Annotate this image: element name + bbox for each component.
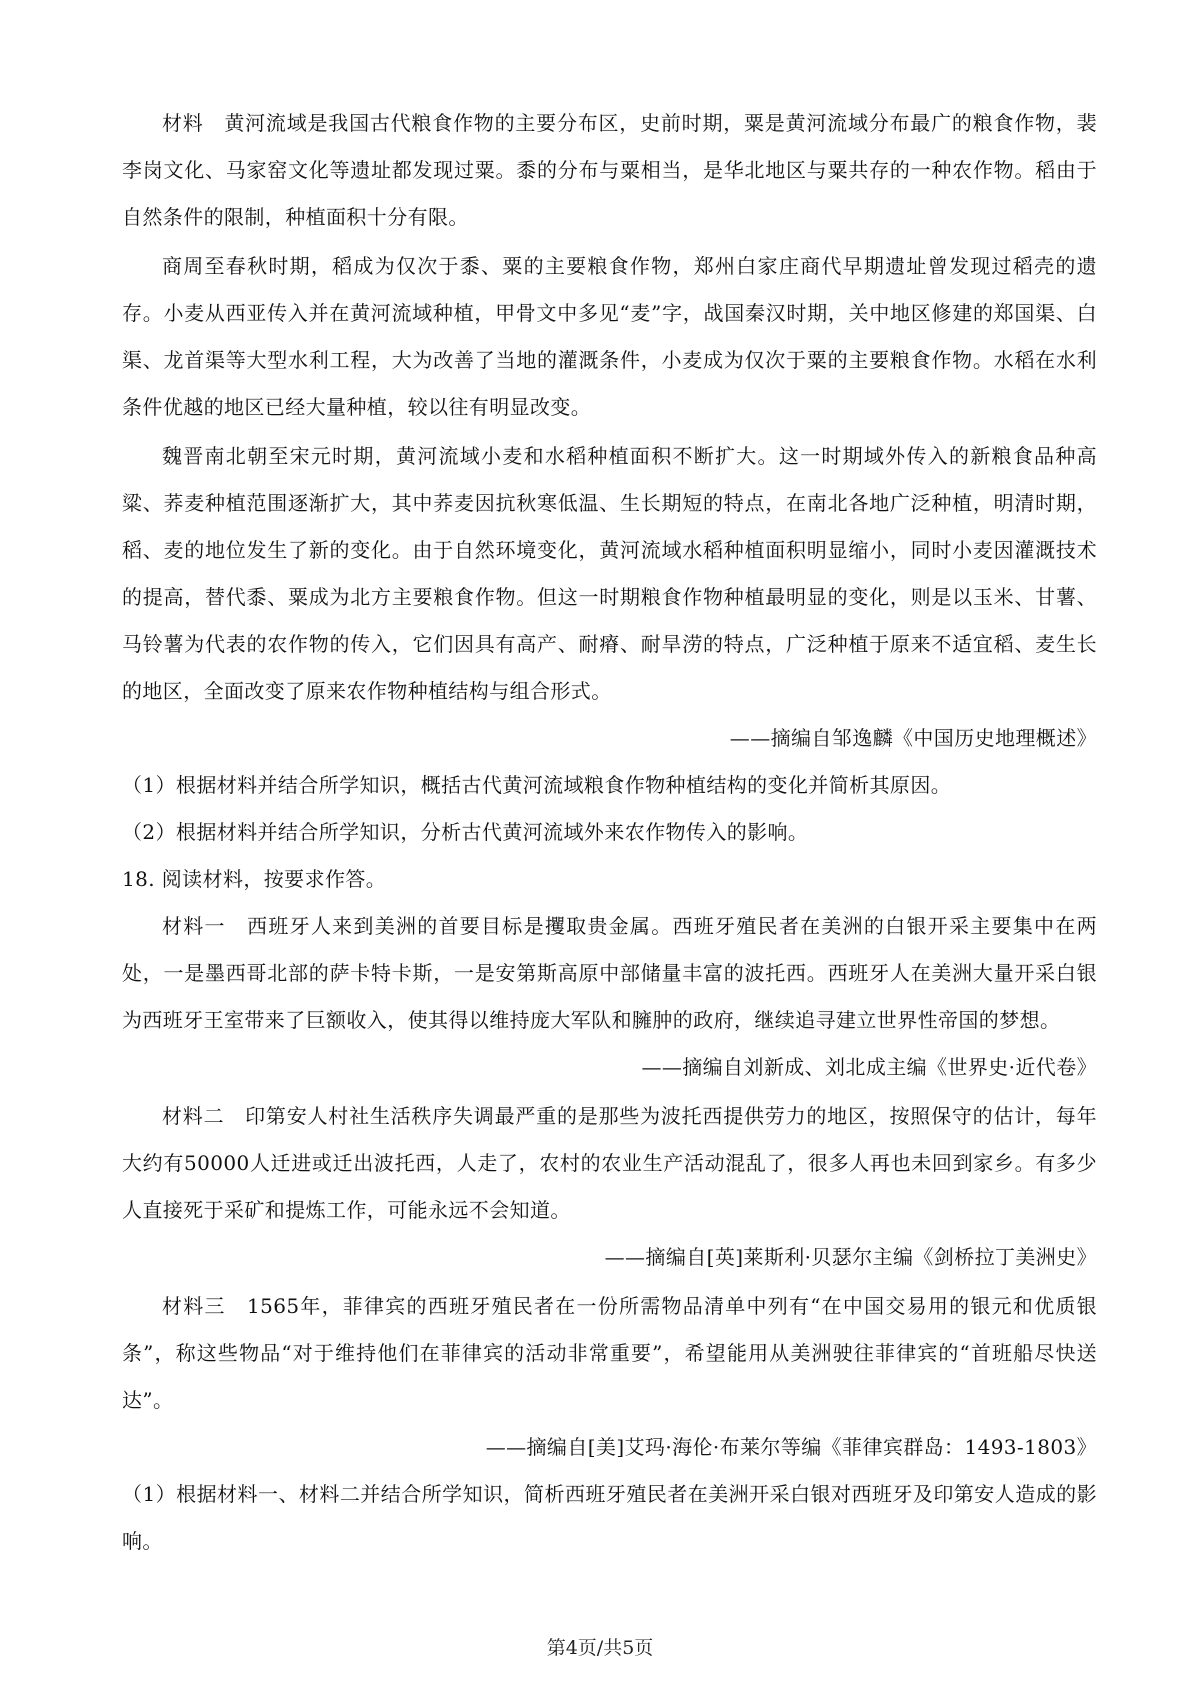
q17-material-paragraph-2: 商周至春秋时期，稻成为仅次于黍、粟的主要粮食作物，郑州白家庄商代早期遗址曾发现过稻壳的遗存。小麦从西亚传入并在黄河流域种植，甲骨文中多见“麦”字，战国秦汉时期，关中地区修建的郑国渠、白渠、龙首渠等大型水利工程，大为改善了当地的灌溉条件，小麦成为仅次于粟的主要粮食作物。水稻在水利条件优越的地区已经大量种植，较以往有明显改变。 (122, 254, 1097, 419)
q18-source-3-text: ——摘编自[美]艾玛·海伦·布莱尔等编《菲律宾群岛：1493-1803》 (485, 1435, 1097, 1459)
q18-source-1-citation (122, 1044, 1097, 1091)
page-number-footer: 第4页/共5页 (546, 1637, 654, 1659)
q18-source-2-text: ——摘编自[英]莱斯利·贝瑟尔主编《剑桥拉丁美洲史》 (604, 1245, 1097, 1269)
q18-source-1-text: ——摘编自刘新成、刘北成主编《世界史·近代卷》 (641, 1055, 1097, 1079)
q18-question-1: （1）根据材料一、材料二并结合所学知识，简析西班牙殖民者在美洲开采白银对西班牙及印第安人造成的影响。 (122, 1482, 1097, 1553)
q18-material-3: 材料三 1565年，菲律宾的西班牙殖民者在一份所需物品清单中列有“在中国交易用的银元和优质银条”，称这些物品“对于维持他们在菲律宾的活动非常重要”，希望能用从美洲驶往菲律宾的“首班船尽快送达”。 (122, 1294, 1097, 1412)
page-content (122, 100, 1097, 1565)
q18-material-1: 材料一 西班牙人来到美洲的首要目标是攫取贵金属。西班牙殖民者在美洲的白银开采主要集中在两处，一是墨西哥北部的萨卡特卡斯，一是安第斯高原中部储量丰富的波托西。西班牙人在美洲大量开采白银为西班牙王室带来了巨额收入，使其得以维持庞大军队和臃肿的政府，继续追寻建立世界性帝国的梦想。 (122, 914, 1097, 1032)
q17-material-paragraph-3: 魏晋南北朝至宋元时期，黄河流域小麦和水稻种植面积不断扩大。这一时期域外传入的新粮食品种高粱、荞麦种植范围逐渐扩大，其中荞麦因抗秋寒低温、生长期短的特点，在南北各地广泛种植，明清时期，稻、麦的地位发生了新的变化。由于自然环境变化，黄河流域水稻种植面积明显缩小，同时小麦因灌溉技术的提高，替代黍、粟成为北方主要粮食作物。但这一时期粮食作物种植最明显的变化，则是以玉米、甘薯、马铃薯为代表的农作物的传入，它们因具有高产、耐瘠、耐旱涝的特点，广泛种植于原来不适宜稻、麦生长的地区，全面改变了原来农作物种植结构与组合形式。 (122, 444, 1097, 703)
q17-material-paragraph-1: 材料 黄河流域是我国古代粮食作物的主要分布区，史前时期，粟是黄河流域分布最广的粮食作物，裴李岗文化、马家窑文化等遗址都发现过粟。黍的分布与粟相当，是华北地区与粟共存的一种农作物。稻由于自然条件的限制，种植面积十分有限。 (122, 111, 1097, 229)
q17-question-1: （1）根据材料并结合所学知识，概括古代黄河流域粮食作物种植结构的变化并简析其原因。 (122, 773, 952, 797)
q18-source-2-citation (122, 1234, 1097, 1281)
q18-heading: 18. 阅读材料，按要求作答。 (122, 867, 387, 891)
q18-source-3-citation (122, 1424, 1097, 1471)
q18-material-2: 材料二 印第安人村社生活秩序失调最严重的是那些为波托西提供劳力的地区，按照保守的估计，每年大约有50000人迁进或迁出波托西，人走了，农村的农业生产活动混乱了，很多人再也未回到家乡。有多少人直接死于采矿和提炼工作，可能永远不会知道。 (122, 1104, 1097, 1222)
q17-source-text: ——摘编自邹逸麟《中国历史地理概述》 (729, 726, 1097, 750)
q17-question-2: （2）根据材料并结合所学知识，分析古代黄河流域外来农作物传入的影响。 (122, 820, 809, 844)
q17-source-citation (122, 715, 1097, 762)
